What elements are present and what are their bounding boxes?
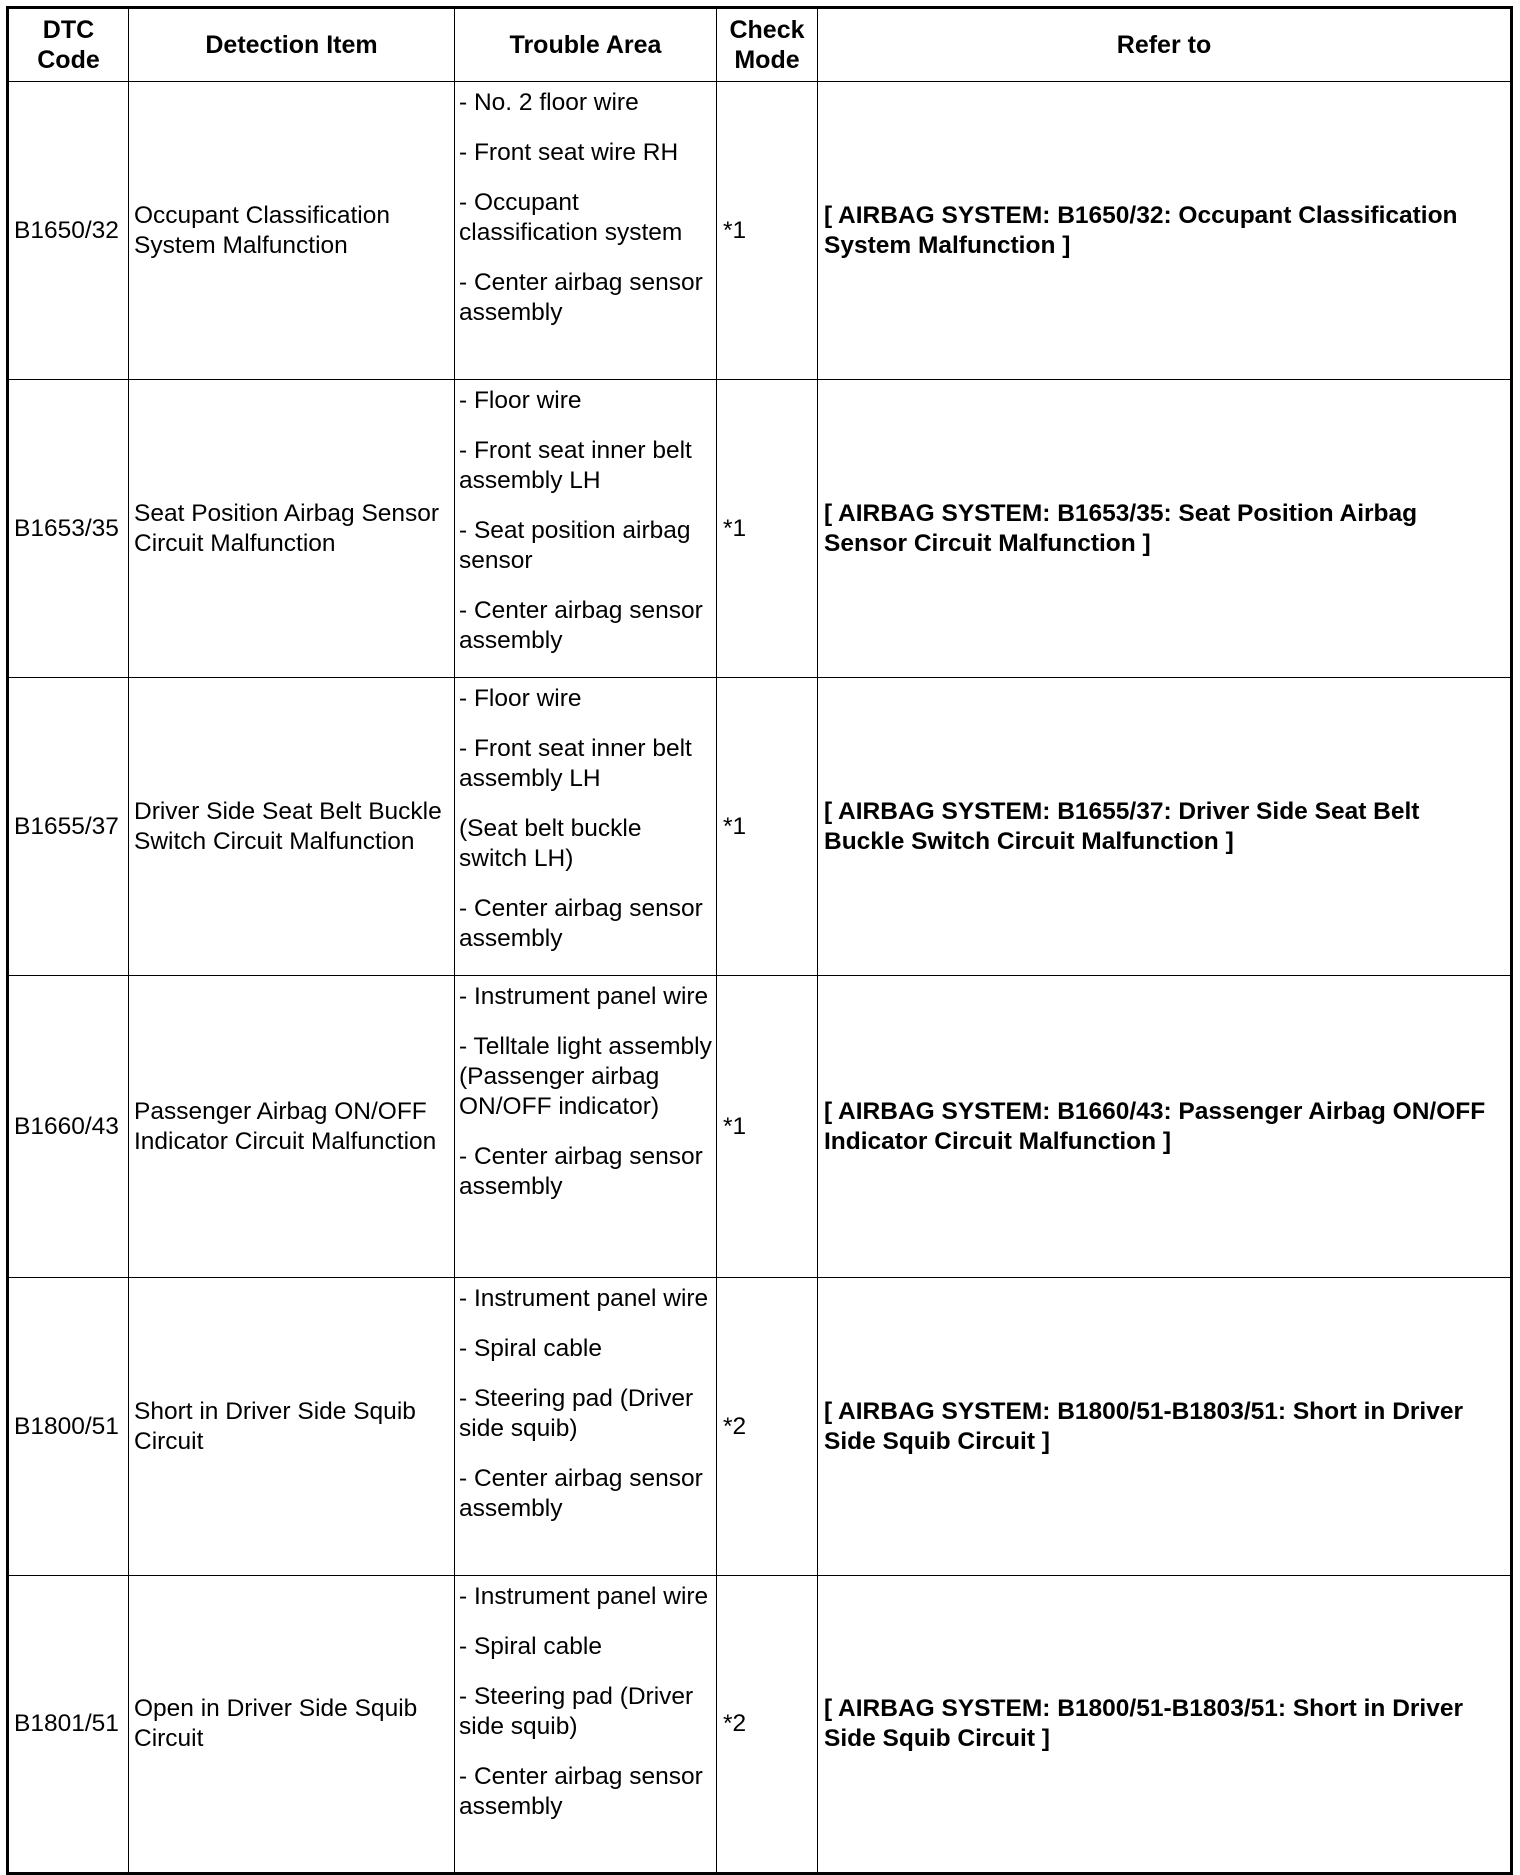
trouble-area-cell bbox=[455, 1278, 717, 1576]
table-header-row bbox=[8, 8, 1512, 82]
check-mode-cell: *1 bbox=[717, 82, 818, 380]
table-row bbox=[8, 82, 1512, 380]
trouble-area-item: - Instrument panel wire bbox=[459, 1583, 709, 1610]
detection-item-cell: Passenger Airbag ON/OFF Indicator Circuit Malfunction bbox=[129, 976, 455, 1278]
header-trouble-area: Trouble Area bbox=[455, 8, 717, 82]
dtc-code-cell: B1800/51 bbox=[8, 1278, 129, 1576]
trouble-area-item: - Instrument panel wire bbox=[459, 983, 709, 1010]
trouble-area-cell bbox=[455, 82, 717, 380]
table-row bbox=[8, 1576, 1512, 1874]
header-detection-item: Detection Item bbox=[129, 8, 455, 82]
trouble-area-item: - Center airbag sensor assembly bbox=[459, 1763, 703, 1820]
detection-item-cell: Driver Side Seat Belt Buckle Switch Circuit Malfunction bbox=[129, 678, 455, 976]
header-check-mode: Check Mode bbox=[717, 8, 818, 82]
check-mode-cell: *2 bbox=[717, 1278, 818, 1576]
table-row bbox=[8, 678, 1512, 976]
trouble-area-item: - Floor wire bbox=[459, 387, 582, 414]
trouble-area-item: - Center airbag sensor assembly bbox=[459, 1465, 703, 1522]
dtc-code-cell: B1650/32 bbox=[8, 82, 129, 380]
refer-to-link[interactable]: [ AIRBAG SYSTEM: B1800/51-B1803/51: Short in Driver Side Squib Circuit ] bbox=[818, 1576, 1512, 1874]
trouble-area-item: - Center airbag sensor assembly bbox=[459, 895, 703, 952]
trouble-area-item: - Steering pad (Driver side squib) bbox=[459, 1683, 694, 1740]
refer-to-link[interactable]: [ AIRBAG SYSTEM: B1653/35: Seat Position Airbag Sensor Circuit Malfunction ] bbox=[818, 380, 1512, 678]
dtc-code-cell: B1801/51 bbox=[8, 1576, 129, 1874]
check-mode-cell: *1 bbox=[717, 678, 818, 976]
detection-item-cell: Seat Position Airbag Sensor Circuit Malfunction bbox=[129, 380, 455, 678]
table-row bbox=[8, 1278, 1512, 1576]
trouble-area-item: - Spiral cable bbox=[459, 1633, 602, 1660]
trouble-area-item: - Seat position airbag sensor bbox=[459, 517, 691, 574]
refer-to-link[interactable]: [ AIRBAG SYSTEM: B1655/37: Driver Side Seat Belt Buckle Switch Circuit Malfunction ] bbox=[818, 678, 1512, 976]
trouble-area-item: - Instrument panel wire bbox=[459, 1285, 709, 1312]
dtc-code-cell: B1655/37 bbox=[8, 678, 129, 976]
detection-item-cell: Short in Driver Side Squib Circuit bbox=[129, 1278, 455, 1576]
trouble-area-cell bbox=[455, 678, 717, 976]
trouble-area-item: - Front seat inner belt assembly LH bbox=[459, 735, 692, 792]
trouble-area-item: - Center airbag sensor assembly bbox=[459, 597, 703, 654]
dtc-table bbox=[6, 6, 1513, 1875]
header-dtc-code: DTC Code bbox=[8, 8, 129, 82]
trouble-area-cell bbox=[455, 1576, 717, 1874]
refer-to-link[interactable]: [ AIRBAG SYSTEM: B1800/51-B1803/51: Short in Driver Side Squib Circuit ] bbox=[818, 1278, 1512, 1576]
refer-to-link[interactable]: [ AIRBAG SYSTEM: B1660/43: Passenger Airbag ON/OFF Indicator Circuit Malfunction ] bbox=[818, 976, 1512, 1278]
dtc-code-cell: B1653/35 bbox=[8, 380, 129, 678]
trouble-area-item: - Spiral cable bbox=[459, 1335, 602, 1362]
trouble-area-item: - Center airbag sensor assembly bbox=[459, 1143, 703, 1200]
trouble-area-item: - Front seat wire RH bbox=[459, 139, 679, 166]
trouble-area-item: - Telltale light assembly (Passenger airbag ON/OFF indicator) bbox=[459, 1033, 712, 1120]
trouble-area-item: - Occupant classification system bbox=[459, 189, 683, 246]
trouble-area-item: - Floor wire bbox=[459, 685, 582, 712]
detection-item-cell: Occupant Classification System Malfunction bbox=[129, 82, 455, 380]
trouble-area-item: (Seat belt buckle switch LH) bbox=[459, 815, 642, 872]
trouble-area-cell bbox=[455, 976, 717, 1278]
header-refer-to: Refer to bbox=[818, 8, 1512, 82]
detection-item-cell: Open in Driver Side Squib Circuit bbox=[129, 1576, 455, 1874]
trouble-area-item: - Steering pad (Driver side squib) bbox=[459, 1385, 694, 1442]
trouble-area-item: - No. 2 floor wire bbox=[459, 89, 639, 116]
trouble-area-item: - Front seat inner belt assembly LH bbox=[459, 437, 692, 494]
check-mode-cell: *1 bbox=[717, 976, 818, 1278]
check-mode-cell: *1 bbox=[717, 380, 818, 678]
check-mode-cell: *2 bbox=[717, 1576, 818, 1874]
refer-to-link[interactable]: [ AIRBAG SYSTEM: B1650/32: Occupant Classification System Malfunction ] bbox=[818, 82, 1512, 380]
table-row bbox=[8, 380, 1512, 678]
trouble-area-cell bbox=[455, 380, 717, 678]
trouble-area-item: - Center airbag sensor assembly bbox=[459, 269, 703, 326]
dtc-code-cell: B1660/43 bbox=[8, 976, 129, 1278]
table-row bbox=[8, 976, 1512, 1278]
